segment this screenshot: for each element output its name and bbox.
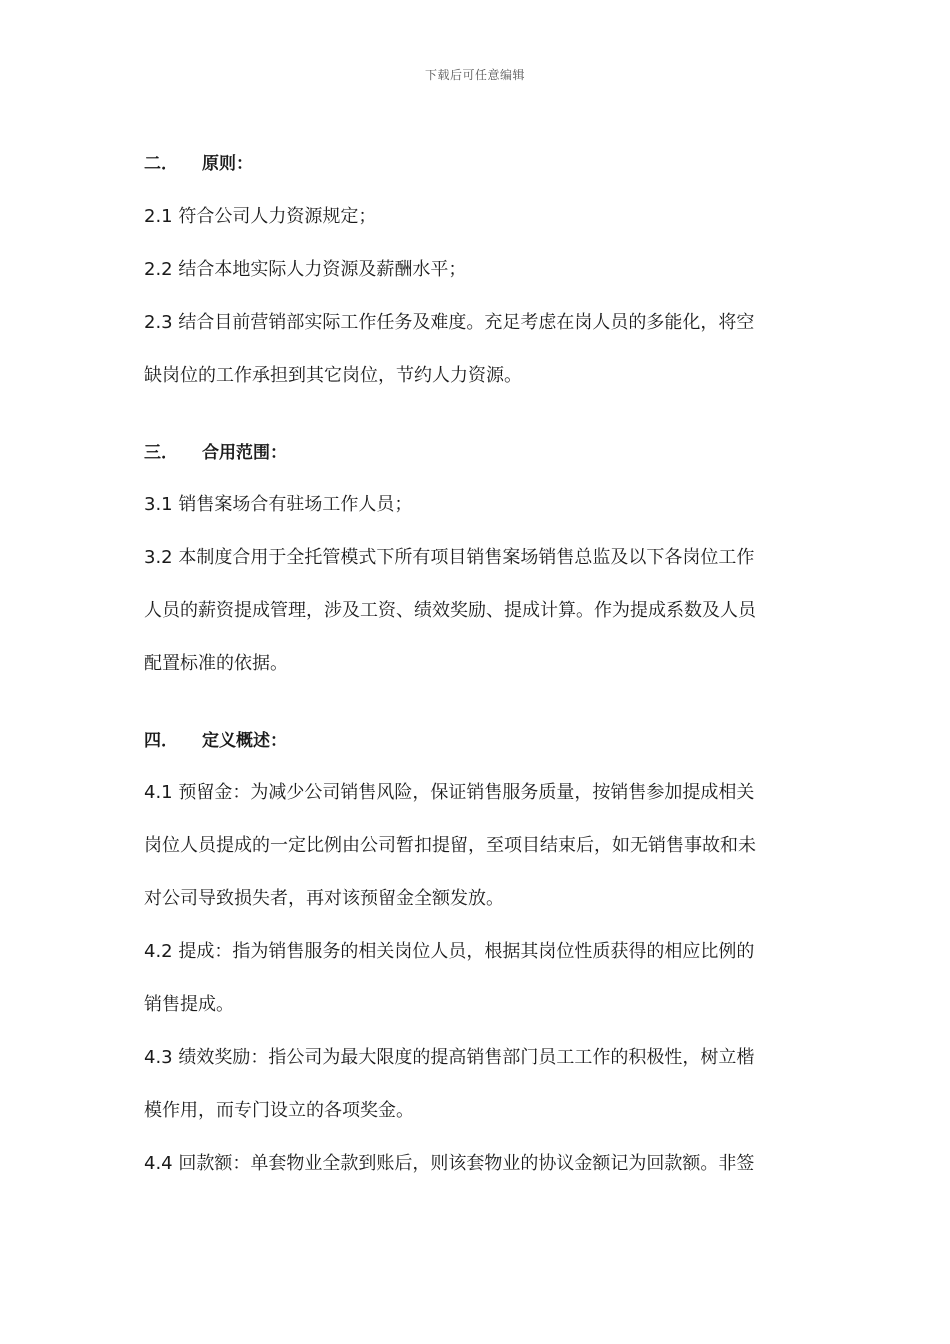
section-heading-principles [144, 151, 253, 177]
paragraph-line: 对公司导致损失者，再对该预留金全额发放。 [144, 888, 504, 909]
section-number: 二． [144, 154, 178, 174]
paragraph-line: 3.1 销售案场合有驻场工作人员； [144, 494, 413, 515]
paragraph-line: 配置标准的依据。 [144, 653, 288, 674]
page-header: 下载后可任意编辑 [424, 68, 525, 82]
paragraph-line: 2.3 结合目前营销部实际工作任务及难度。充足考虑在岗人员的多能化，将空 [144, 312, 755, 333]
paragraph-line: 4.2 提成：指为销售服务的相关岗位人员，根据其岗位性质获得的相应比例的 [144, 941, 755, 962]
section-number: 三． [144, 443, 178, 463]
section-title: 合用范围： [202, 443, 287, 463]
section-title: 定义概述： [202, 731, 287, 751]
paragraph-line: 人员的薪资提成管理，涉及工资、绩效奖励、提成计算。作为提成系数及人员 [144, 600, 756, 621]
section-number: 四． [144, 731, 178, 751]
section-heading-definitions [144, 728, 287, 754]
paragraph-line: 销售提成。 [144, 994, 234, 1015]
paragraph-line: 岗位人员提成的一定比例由公司暂扣提留，至项目结束后，如无销售事故和未 [144, 835, 756, 856]
paragraph-line: 2.2 结合本地实际人力资源及薪酬水平； [144, 259, 467, 280]
paragraph-line: 缺岗位的工作承担到其它岗位，节约人力资源。 [144, 365, 522, 386]
section-title: 原则： [202, 154, 253, 174]
paragraph-line: 3.2 本制度合用于全托管模式下所有项目销售案场销售总监及以下各岗位工作 [144, 547, 755, 568]
paragraph-line: 4.4 回款额：单套物业全款到账后，则该套物业的协议金额记为回款额。非签 [144, 1153, 755, 1174]
paragraph-line: 4.1 预留金：为减少公司销售风险，保证销售服务质量，按销售参加提成相关 [144, 782, 755, 803]
section-heading-scope [144, 440, 287, 466]
paragraph-line: 4.3 绩效奖励：指公司为最大限度的提高销售部门员工工作的积极性，树立楷 [144, 1047, 755, 1068]
paragraph-line: 模作用，而专门设立的各项奖金。 [144, 1100, 414, 1121]
paragraph-line: 2.1 符合公司人力资源规定； [144, 206, 377, 227]
